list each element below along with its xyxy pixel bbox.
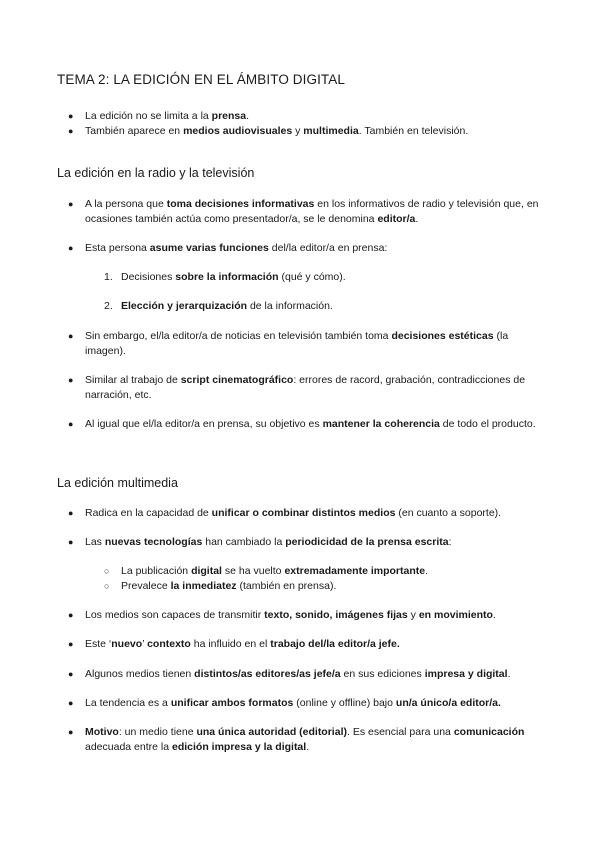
- list-item-text: A la persona que toma decisiones informativas en los informativos de radio y televisión que, en ocasiones también actúa como presentador/a, se le denomina editor/a.: [85, 198, 539, 225]
- list-item-text: Motivo: un medio tiene una única autoridad (editorial). Es esencial para una comunicación adecuada entre la edición impresa y la digital.: [85, 726, 525, 753]
- bullet-icon: ●: [68, 375, 74, 385]
- bullet-icon: ●: [68, 610, 74, 620]
- bullet-icon: ●: [68, 243, 74, 253]
- bullet-icon: ●: [68, 111, 74, 121]
- bullet-icon: ●: [68, 698, 74, 708]
- item-number: 2.: [104, 300, 113, 312]
- bullet-icon: ●: [68, 537, 74, 547]
- bullet-icon: ●: [68, 669, 74, 679]
- document-title: TEMA 2: LA EDICIÓN EN EL ÁMBITO DIGITAL: [57, 72, 345, 87]
- numbered-item-text: Elección y jerarquización de la información.: [121, 300, 333, 312]
- sub-bullet-icon: ○: [104, 566, 110, 576]
- list-item-text: Similar al trabajo de script cinematográfico: errores de racord, grabación, contradicciones de narración, etc.: [85, 374, 526, 401]
- list-item-text: Radica en la capacidad de unificar o combinar distintos medios (en cuanto a soporte).: [85, 507, 502, 519]
- bullet-icon: ●: [68, 199, 74, 209]
- list-item-text: Al igual que el/la editor/a en prensa, su objetivo es mantener la coherencia de todo el producto.: [85, 418, 536, 430]
- sub-bullet-icon: ○: [104, 581, 110, 591]
- item-number: 1.: [104, 271, 113, 283]
- list-item-text: La tendencia es a unificar ambos formatos (online y offline) bajo un/a único/a editor/a.: [85, 697, 501, 709]
- bullet-icon: ●: [68, 419, 74, 429]
- sub-list-item-text: La publicación digital se ha vuelto extremadamente importante.: [121, 565, 429, 577]
- list-item-text: Sin embargo, el/la editor/a de noticias en televisión también toma decisiones estéticas (la imagen).: [85, 330, 509, 357]
- sub-list-item-text: Prevalece la inmediatez (también en prensa).: [121, 580, 337, 592]
- list-item-text: Las nuevas tecnologías han cambiado la periodicidad de la prensa escrita:: [85, 536, 452, 548]
- list-item-text: Los medios son capaces de transmitir texto, sonido, imágenes fijas y en movimiento.: [85, 609, 496, 621]
- section-heading: La edición en la radio y la televisión: [57, 166, 255, 180]
- bullet-icon: ●: [68, 331, 74, 341]
- bullet-icon: ●: [68, 126, 74, 136]
- list-item-text: También aparece en medios audiovisuales y multimedia. También en televisión.: [85, 125, 469, 137]
- numbered-item-text: Decisiones sobre la información (qué y cómo).: [121, 271, 346, 283]
- list-item-text: Esta persona asume varias funciones del/la editor/a en prensa:: [85, 242, 388, 254]
- bullet-icon: ●: [68, 639, 74, 649]
- list-item-text: Este ‘nuevo’ contexto ha influido en el trabajo del/la editor/a jefe.: [85, 638, 400, 650]
- section-heading: La edición multimedia: [57, 476, 178, 490]
- list-item-text: La edición no se limita a la prensa.: [85, 110, 250, 122]
- list-item-text: Algunos medios tienen distintos/as editores/as jefe/a en sus ediciones impresa y digital.: [85, 668, 511, 680]
- bullet-icon: ●: [68, 508, 74, 518]
- bullet-icon: ●: [68, 727, 74, 737]
